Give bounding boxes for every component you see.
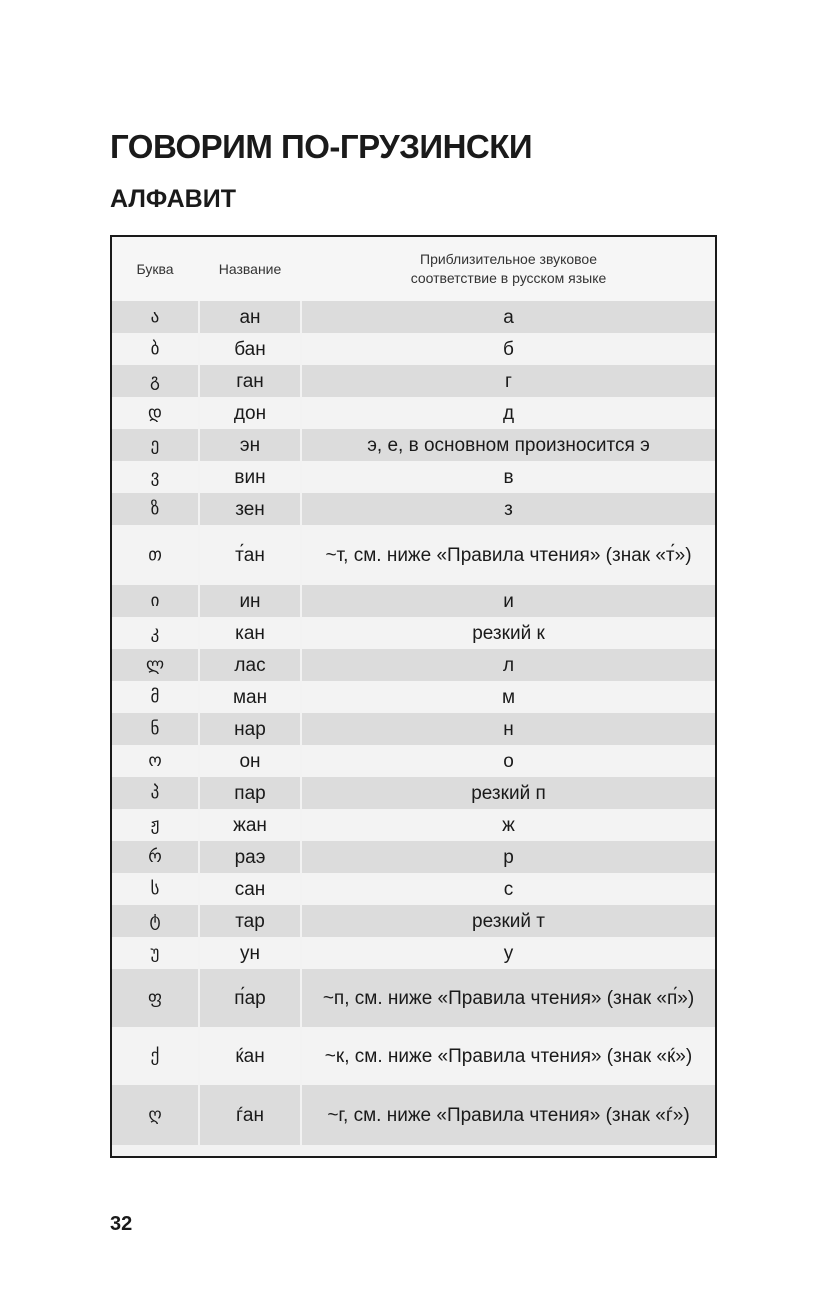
row-name: эн [200,429,300,461]
row-letter: ლ [112,649,198,681]
row-name: ман [200,681,300,713]
row-letter: ა [112,301,198,333]
row-letter: რ [112,841,198,873]
table-row [112,809,715,841]
header-sound: Приблизительное звуковое соответствие в русском языке [410,251,607,286]
row-letter: ს [112,873,198,905]
row-letter: პ [112,777,198,809]
row-letter: მ [112,681,198,713]
table-row [112,1027,715,1085]
section-title: АЛФАВИТ [110,185,236,213]
row-name: дон [200,397,300,429]
row-sound: и [302,585,715,617]
table-row [112,681,715,713]
table-row [112,713,715,745]
row-sound: ~т, см. ниже «Правила чтения» (знак «т́») [302,525,715,585]
table-row [112,649,715,681]
row-letter: ნ [112,713,198,745]
row-name: он [200,745,300,777]
row-letter: კ [112,617,198,649]
row-letter: ზ [112,493,198,525]
row-sound: б [302,333,715,365]
table-row [112,745,715,777]
row-sound: н [302,713,715,745]
table-row [112,873,715,905]
row-sound: резкий п [302,777,715,809]
page-title: ГОВОРИМ ПО-ГРУЗИНСКИ [110,128,533,165]
header-letter: Буква [136,260,174,277]
row-sound: ~п, см. ниже «Правила чтения» (знак «п́») [302,969,715,1027]
table-row [112,461,715,493]
row-sound: м [302,681,715,713]
row-name: кан [200,617,300,649]
row-sound: резкий т [302,905,715,937]
row-name: пар [200,777,300,809]
row-name: п́ар [200,969,300,1027]
row-letter: ო [112,745,198,777]
row-letter: ბ [112,333,198,365]
table-row [112,617,715,649]
row-letter: თ [112,525,198,585]
table-row [112,777,715,809]
row-letter: ღ [112,1085,198,1145]
table-row [112,1085,715,1145]
row-name: бан [200,333,300,365]
row-name: ѓан [200,1085,300,1145]
row-sound: ~г, см. ниже «Правила чтения» (знак «ѓ») [302,1085,715,1145]
row-sound: д [302,397,715,429]
row-sound: у [302,937,715,969]
table-row [112,301,715,333]
row-letter: დ [112,397,198,429]
table-row [112,397,715,429]
page-number: 32 [110,1213,133,1235]
row-sound: р [302,841,715,873]
row-letter: ე [112,429,198,461]
row-letter: ფ [112,969,198,1027]
row-name: вин [200,461,300,493]
row-name: ун [200,937,300,969]
row-name: нар [200,713,300,745]
row-name: ан [200,301,300,333]
row-sound: с [302,873,715,905]
row-letter: უ [112,937,198,969]
table-row [112,429,715,461]
table-row [112,365,715,397]
row-sound: г [302,365,715,397]
row-letter: ტ [112,905,198,937]
table-row [112,841,715,873]
row-letter: ი [112,585,198,617]
row-sound: з [302,493,715,525]
table-row [112,969,715,1027]
row-letter: ვ [112,461,198,493]
row-letter: ქ [112,1027,198,1085]
row-sound: в [302,461,715,493]
table-row [112,937,715,969]
row-sound: л [302,649,715,681]
table-header [112,237,715,301]
row-name: сан [200,873,300,905]
row-sound: о [302,745,715,777]
row-sound: резкий к [302,617,715,649]
header-name: Название [218,260,282,277]
row-name: т́ан [200,525,300,585]
table-row [112,525,715,585]
row-name: раэ [200,841,300,873]
row-sound: а [302,301,715,333]
alphabet-table [110,235,717,1158]
row-name: ин [200,585,300,617]
row-sound: э, е, в основном произносится э [302,429,715,461]
row-sound: ~к, см. ниже «Правила чтения» (знак «ќ») [302,1027,715,1085]
table-row [112,493,715,525]
table-row [112,585,715,617]
row-name: ган [200,365,300,397]
row-letter: გ [112,365,198,397]
table-row [112,333,715,365]
row-letter: ჟ [112,809,198,841]
row-name: жан [200,809,300,841]
row-sound: ж [302,809,715,841]
row-name: тар [200,905,300,937]
table-row [112,905,715,937]
row-name: лас [200,649,300,681]
row-name: ќан [200,1027,300,1085]
row-name: зен [200,493,300,525]
